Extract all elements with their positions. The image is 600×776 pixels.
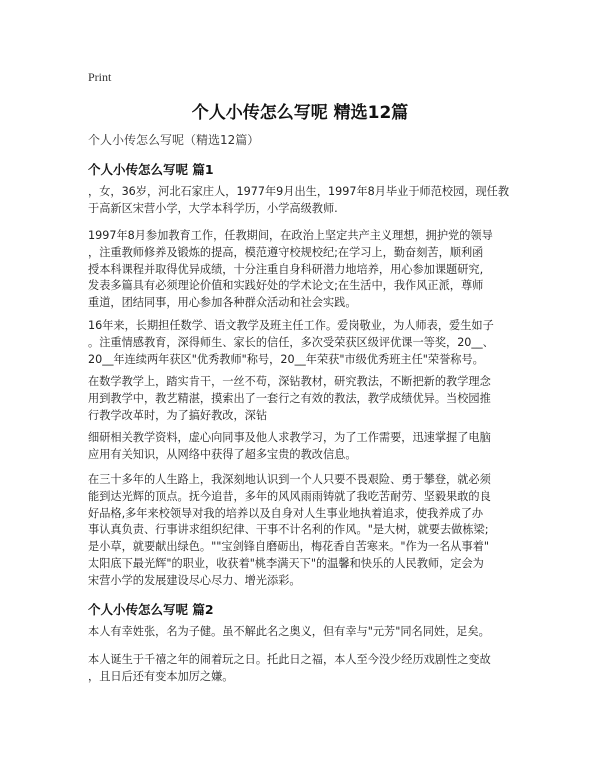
text-line: 在数学教学上，踏实肯干，一丝不苟，深钻教材，研究教法，不断把新的教学理念 — [88, 375, 491, 388]
paragraph — [88, 472, 524, 590]
text-line: 重道，团结同事，用心参加各种群众活动和社会实践。 — [88, 296, 357, 310]
section-heading-1: 个人小传怎么写呢 篇1 — [88, 162, 214, 177]
text-line: 能到达光辉的顶点。抚今追昔，多年的风风雨雨铸就了我吃苦耐劳、坚毅果敢的良 — [88, 489, 491, 503]
section-heading-2: 个人小传怎么写呢 篇2 — [88, 602, 214, 617]
text-line: 1997年8月参加教育工作，任教期间，在政治上坚定共产主义理想，拥护党的领导 — [88, 229, 493, 242]
paragraph — [88, 184, 524, 218]
text-line: 。注重情感教育，深得师生、家长的信任，多次受荣获区级评优课一等奖，20__、 — [88, 335, 494, 349]
text-line: 应用有关知识，从网络中获得了超多宝贵的教改信息。 — [88, 447, 357, 461]
text-line: 用到教学中，教艺精湛，摸索出了一套行之有效的教法，教学成绩优异。当校园推 — [88, 391, 491, 405]
text-line: 事认真负责、行事讲求组织纪律、干事不计名利的作风。"是大树，就要去做栋梁; — [88, 523, 489, 537]
paragraph — [88, 652, 524, 686]
document-title: 个人小传怎么写呢 精选12篇 — [191, 103, 409, 123]
text-line: 好品格,多年来校领导对我的培养以及自身对人生事业地执着追求，使我养成了办 — [88, 506, 484, 520]
text-line: ，且日后还有变本加厉之嫌。 — [88, 669, 234, 683]
text-line: 是小草，就要献出绿色。""宝剑锋自磨砺出，梅花香自苦寒来。"作为一名从事着" — [88, 540, 489, 554]
paragraph — [88, 318, 524, 368]
text-line: 细研相关教学资料，虚心向同事及他人求教学习，为了工作需要，迅速掌握了电脑 — [88, 431, 491, 444]
text-line: 16年来，长期担任数学、语文教学及班主任工作。爱岗敬业，为人师表，爱生如子 — [88, 319, 494, 332]
text-line: 本人有幸姓张，名为子健。虽不解此名之奥义，但有幸与"元芳"同名同姓，足矣。 — [88, 625, 490, 638]
text-line: ，注重教师修养及锻炼的提高，模范遵守校规校纪;在学习上，勤奋刻苦，顺利函 — [88, 245, 484, 259]
text-line: ，女，36岁，河北石家庄人，1977年9月出生，1997年8月毕业于师范校园，现任教 — [88, 185, 510, 198]
text-line: 授本科课程并取得优异成绩，十分注重自身科研潜力地培养，用心参加课题研究, — [88, 262, 484, 276]
text-line: 20__年连续两年获区"优秀教师"称号，20__年荣获"市级优秀班主任"荣誉称号。 — [88, 352, 484, 366]
text-line: 本人诞生于千禧之年的闹着玩之日。托此日之福，本人至今没少经历戏剧性之变故 — [88, 653, 491, 666]
paragraph — [88, 228, 524, 312]
text-line: 宋营小学的发展建设尽心尽力、增光添彩。 — [88, 573, 301, 587]
text-line: 于高新区宋营小学，大学本科学历，小学高级教师. — [88, 201, 338, 215]
paragraph — [88, 624, 524, 641]
text-line: 发表多篇具有必须理论价值和实践好处的学术论文;在生活中，我作风正派，尊师 — [88, 279, 484, 293]
text-line: 在三十多年的人生路上，我深刻地认识到一个人只要不畏艰险、勇于攀登，就必须 — [88, 473, 491, 486]
paragraph — [88, 374, 524, 424]
document-subtitle: 个人小传怎么写呢（精选12篇） — [88, 133, 260, 147]
print-label: Print — [88, 70, 112, 84]
text-line: 行教学改革时，为了搞好教改，深钻 — [88, 408, 268, 422]
paragraph — [88, 430, 524, 464]
text-line: 太阳底下最光辉"的职业，收获着"桃李满天下"的温馨和快乐的人民教师，定会为 — [88, 556, 484, 570]
